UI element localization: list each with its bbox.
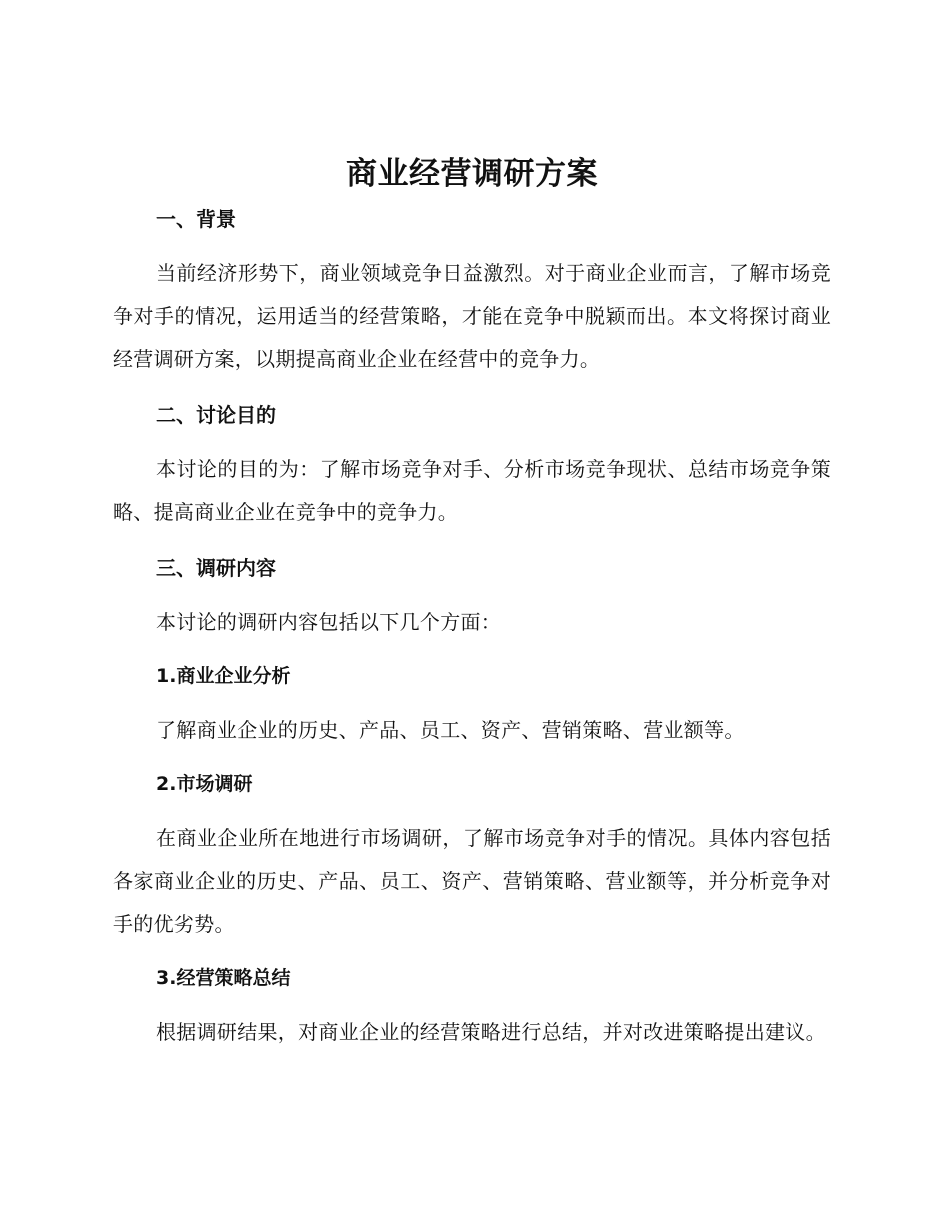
subsection-heading-market-research: 2.市场调研 — [156, 773, 253, 795]
subsection-paragraph-strategy-summary: 根据调研结果，对商业企业的经营策略进行总结，并对改进策略提出建议。 — [156, 1020, 826, 1044]
section-heading-background: 一、背景 — [156, 207, 236, 231]
section-heading-purpose: 二、讨论目的 — [156, 403, 276, 427]
section-paragraph-content: 本讨论的调研内容包括以下几个方面： — [156, 610, 502, 634]
document-body — [113, 148, 831, 1054]
section-heading-content: 三、调研内容 — [156, 556, 276, 580]
section-paragraph-background: 当前经济形势下，商业领域竞争日益激烈。对于商业企业而言，了解市场竞争对手的情况，运用适当的经营策略，才能在竞争中脱颖而出。本文将探讨商业经营调研方案，以期提高商业企业在经营中的竞争力。 — [113, 261, 831, 371]
section-paragraph-purpose: 本讨论的目的为：了解市场竞争对手、分析市场竞争现状、总结市场竞争策略、提高商业企业在竞争中的竞争力。 — [113, 457, 831, 524]
document-title: 商业经营调研方案 — [346, 156, 598, 192]
subsection-heading-enterprise-analysis: 1.商业企业分析 — [156, 665, 291, 687]
subsection-paragraph-enterprise-analysis: 了解商业企业的历史、产品、员工、资产、营销策略、营业额等。 — [156, 718, 745, 742]
subsection-paragraph-market-research: 在商业企业所在地进行市场调研，了解市场竞争对手的情况。具体内容包括各家商业企业的历史、产品、员工、资产、营销策略、营业额等，并分析竞争对手的优劣势。 — [113, 826, 831, 936]
subsection-heading-strategy-summary: 3.经营策略总结 — [156, 967, 291, 989]
